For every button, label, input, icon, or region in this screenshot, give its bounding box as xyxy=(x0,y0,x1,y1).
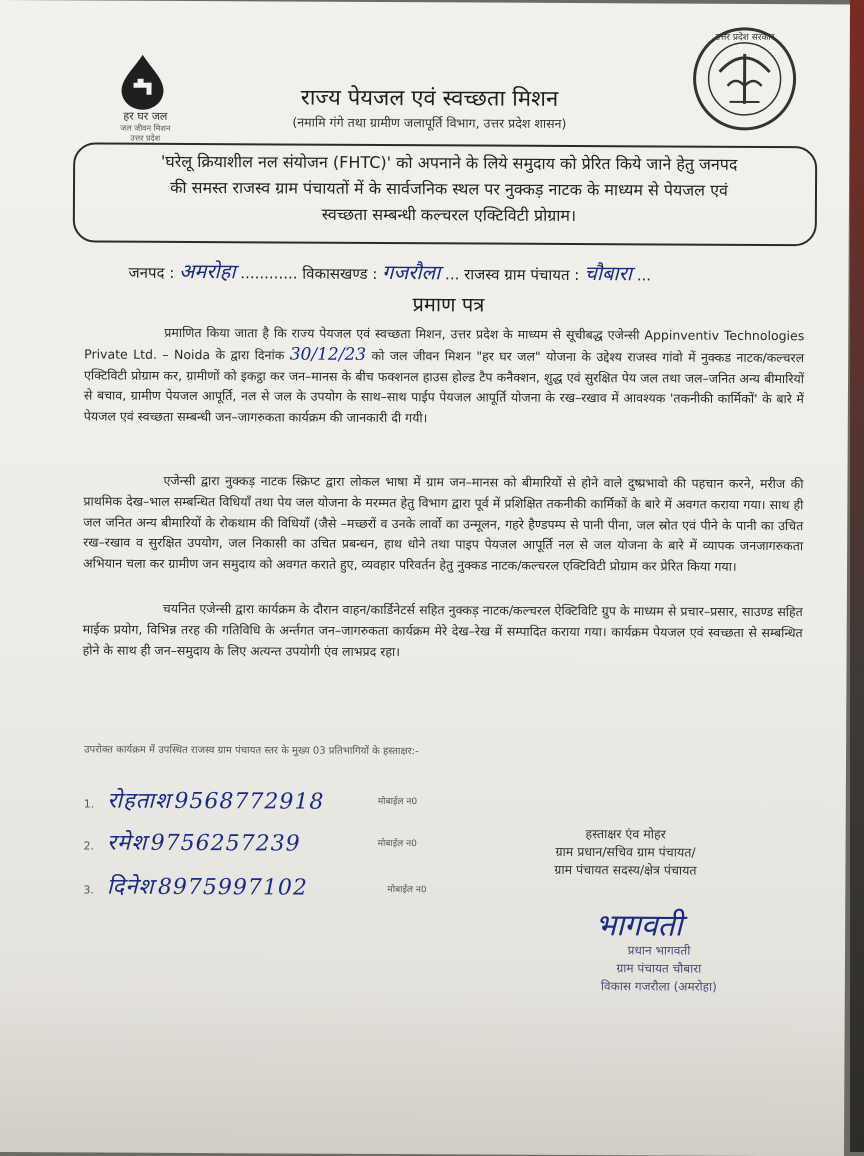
jal-jeevan-logo xyxy=(99,53,191,143)
panchayat-value: चौबारा xyxy=(584,261,632,285)
district-value: अमरोहा xyxy=(179,259,236,283)
participant-row xyxy=(84,784,325,815)
certificate-title: प्रमाण पत्र xyxy=(378,290,518,318)
stamp-line3: विकास गजरौला (अमरोहा) xyxy=(569,977,749,996)
participant-name: दिनेश xyxy=(107,875,155,900)
row-number: 2. xyxy=(84,839,104,852)
participant-phone: 8975997102 xyxy=(158,875,308,901)
logo-line3: उत्तर प्रदेश xyxy=(103,133,187,144)
stamp-line2: ग्राम पंचायत चौबारा xyxy=(569,959,749,978)
row-number: 1. xyxy=(84,797,104,810)
program-line1: 'घरेलू क्रियाशील नल संयोजन (FHTC)' को अपनाने के लिये समुदाय को प्रेरित किये जाने हेतु जनपद xyxy=(89,148,809,178)
authority-block xyxy=(515,825,735,880)
paragraph-1 xyxy=(84,322,805,431)
block-label: विकासखण्ड : xyxy=(302,265,377,283)
program-description xyxy=(89,148,809,230)
authority-line3: ग्राम पंचायत सदस्य/क्षेत्र पंचायत xyxy=(515,861,735,880)
paragraph-3 xyxy=(83,598,803,664)
pradhan-signature: भागवती xyxy=(595,903,735,945)
participants-note: उपरोक्त कार्यक्रम में उपस्थित राजस्व ग्राम पंचायत स्तर के मुख्य 03 प्रतिभागियों के हस्ताक्षर:- xyxy=(84,742,514,760)
location-fields xyxy=(129,257,829,288)
district-label: जनपद : xyxy=(129,264,175,282)
p1-part2: को जल जीवन मिशन "हर घर जल" योजना के उद्देश्य राजस्व गांवो में नुक्कड नाटक/कल्चरल एक्टिविटी प्रोग्राम कर, ग्रामीणों को इकट्ठा कर जन–मानस के बीच फक्शनल हाउस होल्ड टैप कनैक्शन, शुद्ध एवं सुरक्षित पेय जल तथा जल–जनित अन्य बीमारियों से बचाव, ग्रामीण पेयजल आपूर्ति, नल से जल के उपयोग के साथ–साथ पाईप पेयजल आपूर्ति योजना के रख–रखाव में आवश्यक 'तकनीकी कार्मिकों' के बारे में पेयजल एवं स्वच्छता सम्बन्धी जन–जागरुकता कार्यक्रम की जानकारी दी गयी। xyxy=(84,348,804,426)
stamp-line1: प्रधान भागवती xyxy=(569,941,749,960)
program-line3: स्वच्छता सम्बन्धी कल्चरल एक्टिविटी प्रोग्राम। xyxy=(89,200,809,230)
authority-line1: हस्ताक्षर एंव मोहर xyxy=(516,825,736,844)
logo-line1: हर घर जल xyxy=(103,109,187,124)
participant-phone: 9756257239 xyxy=(151,831,301,857)
authority-line2: ग्राम प्रधान/सचिव ग्राम पंचायत/ xyxy=(516,843,736,862)
block-value: गजरौला xyxy=(382,260,440,284)
program-line2: की समस्त राजस्व ग्राम पंचायतों में के सार्वजनिक स्थल पर नुक्कड़ नाटक के माध्यम से पेयजल एवं xyxy=(89,174,809,204)
p1-date: 30/12/23 xyxy=(290,344,366,364)
logo-line2: जल जीवन मिशन xyxy=(103,123,187,134)
participant-phone: 9568772918 xyxy=(174,789,324,815)
participant-row xyxy=(84,826,301,857)
pradhan-stamp xyxy=(569,941,749,996)
panchayat-label: राजस्व ग्राम पंचायत : xyxy=(464,265,579,284)
p2-text: एजेन्सी द्वारा नुक्कड़ नाटक स्क्रिप्ट द्वारा लोकल भाषा में ग्राम जन–मानस को बीमारियों से होने वाले दुष्प्रभावो की पहचान करने, मरीज की प्राथमिक देख–भाल सम्बन्धित विधियाँ तथा पेय जल योजना के मरम्मत हेतु विभाग द्वारा पूर्व में प्रशिक्षित तकनीकी कार्मिकों के बारे में अवगत कराया गया। साथ ही जल जनित अन्य बीमारियों के रोकथाम की विधियाँ (जैसे –मच्छरों व उनके लार्वो का उन्मूलन, गहरे हैण्डपम्प से पानी पीना, जल स्रोत एवं पीने के पानी का उचित रख–रखाव व सुरक्षित उपयोग, जल निकासी का उचित प्रबन्धन, हाथ धोने तथा पाइप पेयजल आपूर्ति नल से जल योजना के बारे में व्यापक जनजागरुकता अभियान चला कर ग्रामीण जन समुदाय को अवगत कराते हुए, व्यवहार परिवर्तन हेतु नुक्कड नाटक/कल्चरल एक्टिविटी प्रोग्राम कर प्रेरित किया गया। xyxy=(83,473,804,574)
block-dots: ... xyxy=(445,265,459,283)
mobile-label: मोबाईल न0 xyxy=(378,836,417,849)
participant-name: रोहताश xyxy=(107,789,171,814)
p3-text: चयनित एजेन्सी द्वारा कार्यक्रम के दौरान वाहन/कार्डिनेटर्स सहित नुक्कड़ नाटक/कल्चरल ऐक्टिविटि ग्रुप के माध्यम से प्रचार–प्रसार, साउण्ड सहित माईक प्रयोग, विभिन्न तरह की गतिविधि के अर्न्तगत जन–जागरुकता कार्यक्रम मेरे देख–रेख में सम्पादित कराया गया। कार्यक्रम पेयजल एवं स्वच्छता से सम्बन्धित होने के साथ ही जन–समुदाय के लिए अत्यन्त उपयोगी एंव लाभप्रद रहा। xyxy=(83,601,803,659)
district-dots: ............ xyxy=(240,264,297,282)
background-edge xyxy=(850,0,864,1152)
panchayat-dots: ... xyxy=(637,266,651,284)
participant-row xyxy=(83,870,308,901)
p1-part1: प्रमाणित किया जाता है कि राज्य पेयजल एवं स्वच्छता मिशन, उत्तर प्रदेश के माध्यम से सूचीबद्ध एजेन्सी Appinventiv Technologies Private Ltd. – Noida के द्वारा दिनांक xyxy=(84,325,804,362)
org-subtitle: (नमामि गंगे तथा ग्रामीण जलापूर्ति विभाग, उत्तर प्रदेश शासन) xyxy=(239,113,619,132)
drop-tap-icon xyxy=(113,53,171,111)
up-seal-icon xyxy=(689,24,800,135)
participant-name: रमेश xyxy=(107,831,147,856)
svg-text:उत्तर प्रदेश सरकार: उत्तर प्रदेश सरकार xyxy=(715,31,775,43)
mobile-label: मोबाईल न0 xyxy=(378,794,417,807)
mobile-label: मोबाईल न0 xyxy=(387,882,426,895)
org-title: राज्य पेयजल एवं स्वच्छता मिशन xyxy=(259,81,599,113)
row-number: 3. xyxy=(83,883,103,896)
paragraph-2 xyxy=(83,470,804,578)
